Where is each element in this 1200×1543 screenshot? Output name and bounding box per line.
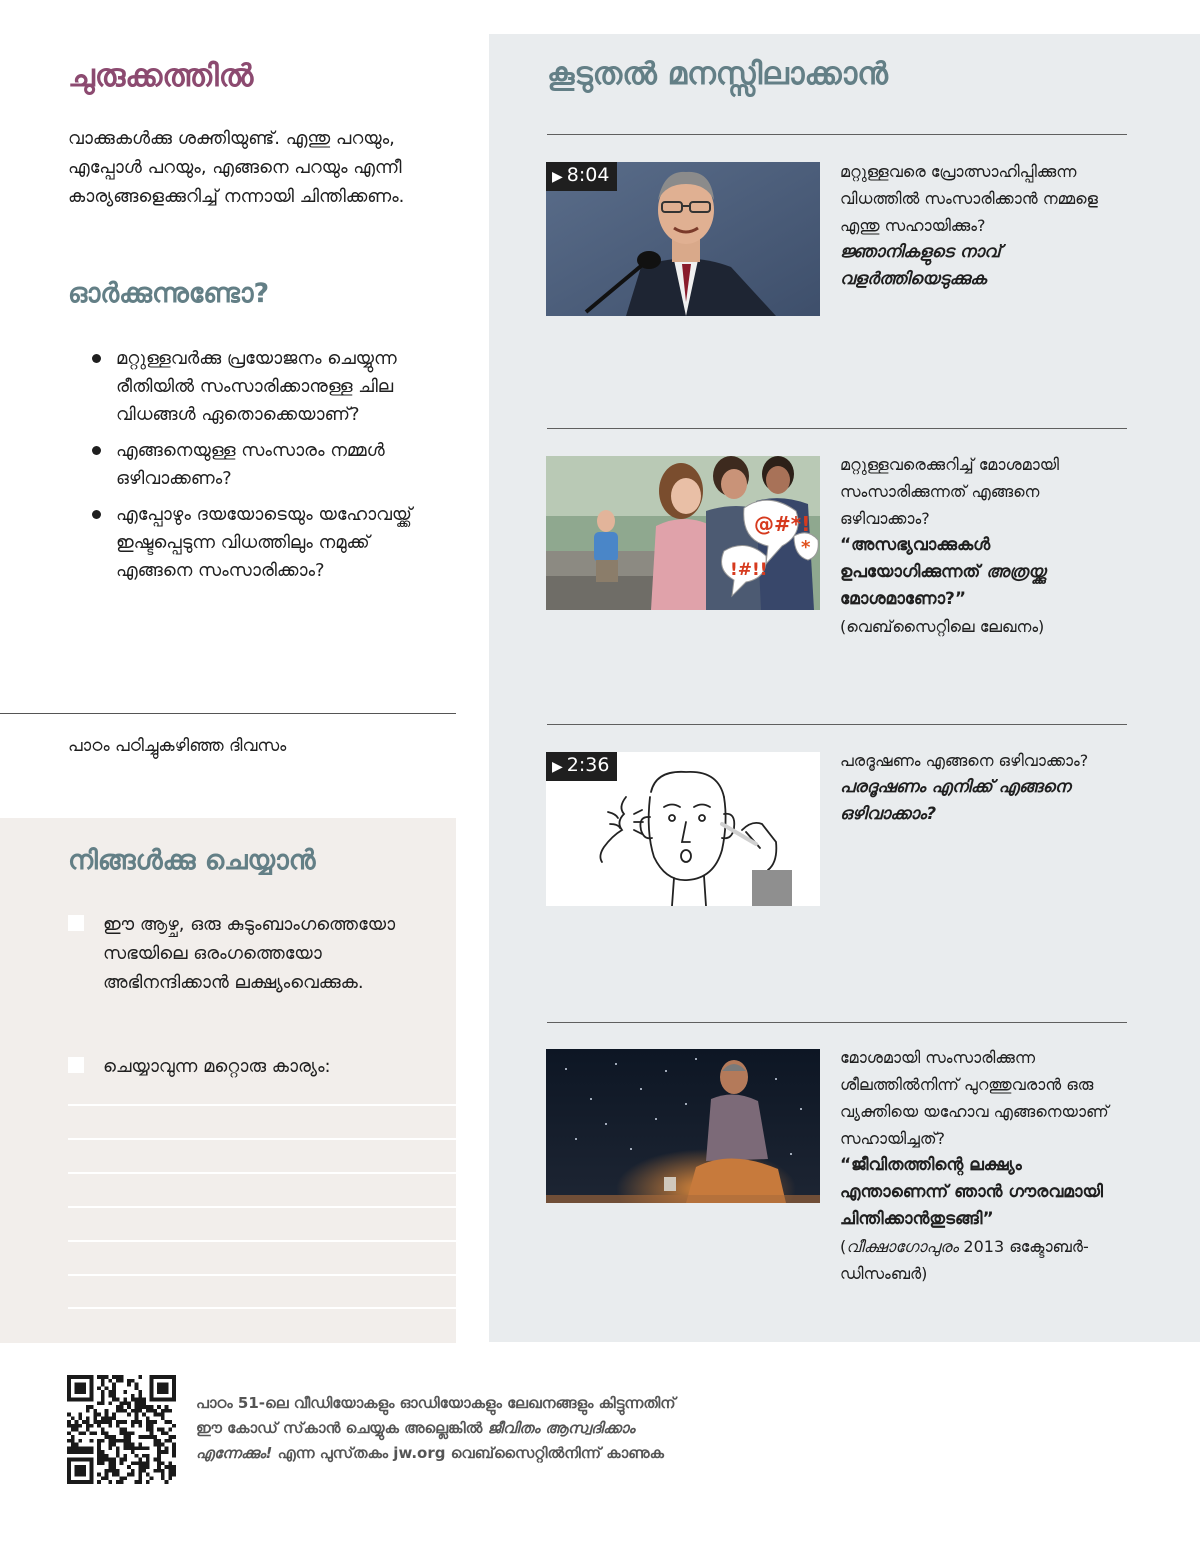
item-divider: [547, 134, 1127, 135]
date-divider: [0, 713, 456, 714]
item-title-link[interactable]: ജ്ഞാനികളുടെ നാവ് വളർത്തിയെടുക്കുക: [840, 242, 1001, 289]
write-line[interactable]: [68, 1172, 456, 1174]
item-source: (വെബ്‌സൈറ്റിലെ ലേഖനം): [840, 617, 1045, 636]
more-heading: കൂടുതൽ മനസ്സിലാക്കാൻ: [547, 56, 888, 92]
play-icon: ▶: [552, 169, 563, 185]
checkbox[interactable]: [68, 1057, 84, 1073]
bullet-icon: [92, 354, 101, 363]
footer-text: പാഠം 51-ലെ വീഡിയോകളും ഓഡിയോകളും ലേഖനങ്ങളും കിട്ടുന്നതിന് ഈ കോഡ് സ്‌കാൻ ചെയ്യുക അല്ലെങ്കിൽ ജീവിതം ആസ്വദിക്കാം എന്നേക്കും! എന്ന പുസ്‌തകം jw.org വെബ്‌സൈറ്റിൽനിന്ന് കാണുക: [196, 1394, 676, 1462]
todo-task-text: ഈ ആഴ്ച, ഒരു കുടുംബാംഗത്തെയോ സഭയിലെ ഒരംഗത്തെയോ അഭിനന്ദിക്കാൻ ലക്ഷ്യംവെക്കുക.: [103, 914, 396, 993]
article-thumbnail-night[interactable]: [546, 1049, 820, 1203]
item-title-link[interactable]: “അസഭ്യവാക്കുകൾ ഉപയോഗിക്കുന്നത് അത്രയ്ക്കു മോശമാണോ?”: [840, 535, 1046, 609]
remember-list: [90, 345, 450, 593]
item-question: പരദൂഷണം എങ്ങനെ ഒഴിവാക്കാം?: [840, 751, 1089, 770]
item-question: മറ്റുള്ളവരെക്കുറിച്ച് മോശമായി സംസാരിക്കുന്നത് എങ്ങനെ ഒഴിവാക്കാം?: [840, 455, 1059, 528]
svg-text:!#!!: !#!!: [730, 560, 768, 580]
list-item: [90, 345, 450, 429]
write-line[interactable]: [68, 1274, 456, 1276]
summary-text: വാക്കുകൾക്കു ശക്തിയുണ്ട്. എന്തു പറയും, എപ്പോൾ പറയും, എങ്ങനെ പറയും എന്നീ കാര്യങ്ങളെക്കുറിച്ച് നന്നായി ചിന്തിക്കണം.: [68, 128, 405, 207]
remember-question: എപ്പോഴും ദയയോടെയും യഹോവയ്ക്ക് ഇഷ്ടപ്പെടുന്ന വിധത്തിലും നമുക്ക് എങ്ങനെ സംസാരിക്കാം?: [116, 504, 412, 581]
item-text: [840, 1044, 1125, 1287]
remember-question: മറ്റുള്ളവർക്കു പ്രയോജനം ചെയ്യുന്ന രീതിയിൽ സംസാരിക്കാനുള്ള ചില വിധങ്ങൾ ഏതൊക്കെയാണ്?: [116, 348, 397, 425]
bullet-icon: [92, 446, 101, 455]
bullet-icon: [92, 510, 101, 519]
item-divider: [547, 428, 1127, 429]
item-source: (വീക്ഷാഗോപുരം 2013 ഒക്ടോബർ-ഡിസംബർ): [840, 1237, 1089, 1283]
date-completed-label: പാഠം പഠിച്ചുകഴിഞ്ഞ ദിവസം: [68, 736, 287, 756]
item-divider: [547, 1022, 1127, 1023]
svg-text:*: *: [801, 537, 811, 558]
item-text: [840, 451, 1125, 640]
write-line[interactable]: [68, 1206, 456, 1208]
qr-code-icon[interactable]: [67, 1375, 176, 1484]
item-question: മോശമായി സംസാരിക്കുന്ന ശീലത്തിൽനിന്ന് പുറത്തുവരാൻ ഒരു വ്യക്തിയെ യഹോവ എങ്ങനെയാണ് സഹായിച്ചത്?: [840, 1048, 1109, 1148]
list-item: [90, 437, 450, 493]
item-text: [840, 747, 1125, 828]
item-divider: [547, 724, 1127, 725]
checkbox[interactable]: [68, 915, 84, 931]
video-thumbnail-sketch[interactable]: [546, 752, 820, 906]
item-text: [840, 158, 1125, 293]
item-title-link[interactable]: പരദൂഷണം എനിക്ക് എങ്ങനെ ഒഴിവാക്കാം?: [840, 777, 1071, 824]
write-line[interactable]: [68, 1104, 456, 1106]
play-icon: ▶: [552, 759, 563, 775]
todo-task-text: ചെയ്യാവുന്ന മറ്റൊരു കാര്യം:: [103, 1056, 331, 1077]
write-line[interactable]: [68, 1240, 456, 1242]
summary-heading: ചുരുക്കത്തിൽ: [68, 58, 254, 94]
article-thumbnail-teens[interactable]: [546, 456, 820, 610]
item-title-link[interactable]: “ജീവിതത്തിന്റെ ലക്ഷ്യം എന്താണെന്ന് ഞാൻ ഗൗരവമായി ചിന്തിക്കാൻതുടങ്ങി”: [840, 1155, 1103, 1229]
video-thumbnail-speaker[interactable]: [546, 162, 820, 316]
item-question: മറ്റുള്ളവരെ പ്രോത്സാഹിപ്പിക്കുന്ന വിധത്തിൽ സംസാരിക്കാൻ നമ്മളെ എന്തു സഹായിക്കും?: [840, 162, 1098, 235]
remember-question: എങ്ങനെയുള്ള സംസാരം നമ്മൾ ഒഴിവാക്കണം?: [116, 440, 385, 489]
video-duration: ▶ 2:36: [546, 752, 617, 781]
todo-task: [68, 1052, 398, 1081]
video-duration: ▶ 8:04: [546, 162, 617, 191]
todo-heading: നിങ്ങൾക്കു ചെയ്യാൻ: [68, 845, 316, 876]
write-line[interactable]: [68, 1307, 456, 1309]
remember-heading: ഓർക്കുന്നുണ്ടോ?: [68, 278, 270, 309]
todo-task: [68, 910, 398, 997]
write-line[interactable]: [68, 1138, 456, 1140]
list-item: [90, 501, 450, 585]
speech-symbols: @#*!: [754, 512, 811, 536]
